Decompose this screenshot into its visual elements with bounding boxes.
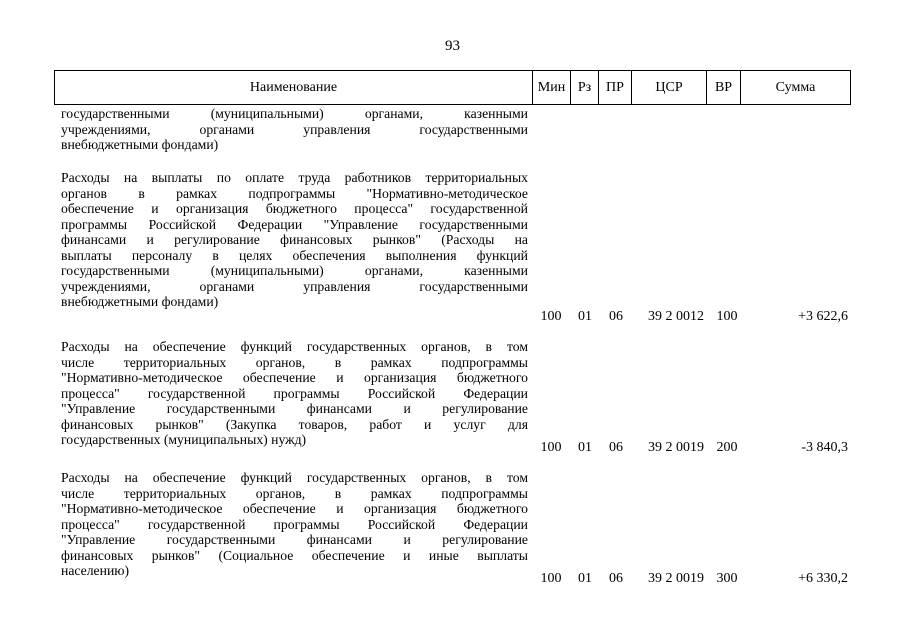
row-description (61, 170, 528, 310)
description-line: процесса" государственной программы Российской Федерации (61, 385, 528, 401)
description-line: государственными (муниципальными) органами, казенными (61, 263, 528, 278)
table-row (54, 339, 850, 456)
row-description (61, 339, 528, 448)
column-header-vr: ВР (707, 71, 741, 105)
description-line: обеспечение и организация бюджетного процесса" государственной (61, 201, 528, 216)
column-header-min: Мин (533, 71, 571, 105)
cell-rz: 01 (578, 309, 592, 324)
description-line: населению) (61, 563, 130, 578)
description-line: числе территориальных органов, в рамках подпрограммы (61, 354, 528, 370)
description-line: числе территориальных органов, в рамках подпрограммы (61, 485, 528, 501)
cell-vr: 100 (716, 309, 738, 324)
description-line: "Нормативно-методическое обеспечение и организация бюджетного (61, 501, 528, 516)
cell-min: 100 (540, 571, 562, 586)
description-line: внебюджетными фондами) (61, 294, 219, 309)
cell-vr: 300 (716, 571, 738, 586)
description-line: "Нормативно-методическое обеспечение и организация бюджетного (61, 370, 528, 385)
cell-min: 100 (540, 309, 562, 324)
cell-min: 100 (540, 440, 562, 455)
column-header-sum: Сумма (741, 71, 851, 105)
description-line: финансовых рынков" (Закупка товаров, работ и услуг для (61, 416, 528, 432)
description-line: выплаты персоналу в целях обеспечения выполнения функций (61, 247, 528, 263)
description-line: Расходы на обеспечение функций государственных органов, в том (61, 339, 528, 354)
description-line: государственными (муниципальными) органами, казенными (61, 106, 528, 121)
column-header-name: Наименование (55, 71, 533, 105)
cell-pr: 06 (609, 309, 623, 324)
cell-rz: 01 (578, 571, 592, 586)
cell-csr: 39 2 0012 (648, 309, 704, 324)
description-line: Расходы на обеспечение функций государственных органов, в том (61, 470, 528, 485)
description-line: учреждениями, органами управления государственными (61, 121, 528, 137)
description-line: учреждениями, органами управления государственными (61, 278, 528, 294)
table-row (54, 170, 850, 325)
row-description (61, 106, 528, 153)
cell-pr: 06 (609, 571, 623, 586)
column-header-rz: Рз (571, 71, 599, 105)
page-number: 93 (445, 38, 460, 54)
cell-csr: 39 2 0019 (648, 440, 704, 455)
table-header (54, 70, 851, 105)
table-row (54, 106, 850, 154)
description-line: "Управление государственными финансами и регулирование (61, 532, 528, 547)
cell-vr: 200 (716, 440, 738, 455)
description-line: финансовых рынков" (Социальное обеспечение и иные выплаты (61, 547, 528, 563)
cell-sum: -3 840,3 (801, 440, 848, 455)
table-row (54, 470, 850, 587)
description-line: "Управление государственными финансами и регулирование (61, 401, 528, 416)
description-line: программы Российской Федерации "Управление государственными (61, 216, 528, 232)
description-line: процесса" государственной программы Российской Федерации (61, 516, 528, 532)
row-description (61, 470, 528, 579)
cell-pr: 06 (609, 440, 623, 455)
cell-sum: +6 330,2 (798, 571, 848, 586)
cell-csr: 39 2 0019 (648, 571, 704, 586)
description-line: Расходы на выплаты по оплате труда работников территориальных (61, 170, 528, 185)
cell-sum: +3 622,6 (798, 309, 848, 324)
column-header-csr: ЦСР (632, 71, 707, 105)
column-header-pr: ПР (599, 71, 632, 105)
cell-rz: 01 (578, 440, 592, 455)
description-line: финансами и регулирование финансовых рынков" (Расходы на (61, 232, 528, 247)
description-line: внебюджетными фондами) (61, 137, 219, 152)
description-line: государственных (муниципальных) нужд) (61, 432, 307, 447)
description-line: органов в рамках подпрограммы "Нормативно-методическое (61, 185, 528, 201)
